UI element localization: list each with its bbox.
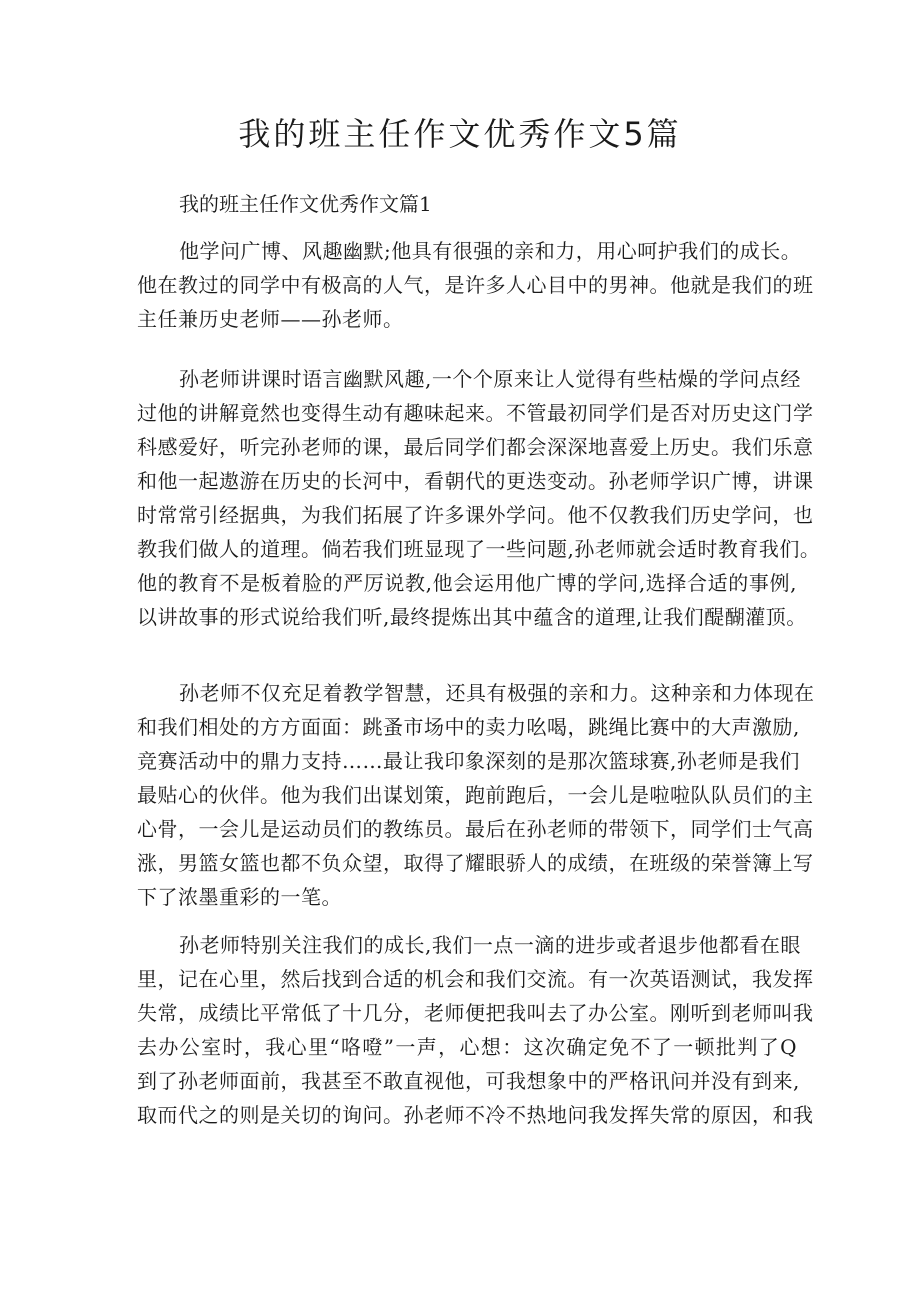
paragraph-line: 过他的讲解竟然也变得生动有趣味起来。不管最初同学们是否对历史这门学 — [137, 401, 814, 425]
paragraph-line: 孙老师讲课时语言幽默风趣,一个个原来让人觉得有些枯燥的学问点经 — [179, 367, 801, 391]
paragraph-line: 主任兼历史老师——孙老师。 — [137, 307, 404, 331]
paragraph-line: 和他一起遨游在历史的长河中，看朝代的更迭变动。孙老师学识广博，讲课 — [137, 469, 814, 493]
paragraph-line: 孙老师特别关注我们的成长,我们一点一滴的进步或者退步他都看在眼 — [179, 933, 801, 957]
paragraph-line: 里，记在心里，然后找到合适的机会和我们交流。有一次英语测试，我发挥 — [137, 967, 814, 991]
paragraph-line: 最贴心的伙伴。他为我们出谋划策，跑前跑后，一会儿是啦啦队队员们的主 — [137, 783, 814, 807]
paragraph-line: 他的教育不是板着脸的严厉说教,他会运用他广博的学问,选择合适的事例, — [137, 571, 797, 595]
paragraph-line: 科感爱好，听完孙老师的课，最后同学们都会深深地喜爱上历史。我们乐意 — [137, 435, 814, 459]
paragraph-line: 失常，成绩比平常低了十几分，老师便把我叫去了办公室。刚听到老师叫我 — [137, 1001, 814, 1025]
paragraph-4 — [137, 928, 814, 1132]
paragraph-line: 孙老师不仅充足着教学智慧，还具有极强的亲和力。这种亲和力体现在 — [179, 681, 815, 705]
paragraph-3 — [137, 676, 815, 914]
essay-heading: 我的班主任作文优秀作文篇1 — [179, 192, 432, 216]
page-title: 我的班主任作文优秀作文5篇 — [238, 115, 682, 153]
paragraph-line: 取而代之的则是关切的询问。孙老师不冷不热地问我发挥失常的原因，和我 — [137, 1103, 814, 1127]
paragraph-line: 和我们相处的方方面面：跳蚤市场中的卖力吆喝，跳绳比赛中的大声激励, — [137, 715, 800, 739]
paragraph-line: 以讲故事的形式说给我们听,最终提炼出其中蕴含的道理,让我们醍醐灌顶。 — [137, 605, 807, 629]
paragraph-line: 教我们做人的道理。倘若我们班显现了一些问题,孙老师就会适时教育我们。 — [137, 537, 821, 561]
paragraph-line: 心骨，一会儿是运动员们的教练员。最后在孙老师的带领下，同学们士气高 — [137, 817, 814, 841]
paragraph-line: 竞赛活动中的鼎力支持……最让我印象深刻的是那次篮球赛,孙老师是我们 — [137, 749, 800, 773]
paragraph-line: 去办公室时，我心里“咯噔”一声，心想：这次确定免不了一顿批判了Q — [137, 1035, 797, 1059]
paragraph-line: 他在教过的同学中有极高的人气，是许多人心目中的男神。他就是我们的班 — [137, 273, 814, 297]
paragraph-line: 时常常引经据典，为我们拓展了许多课外学问。他不仅教我们历史学问，也 — [137, 503, 814, 527]
paragraph-2 — [137, 362, 821, 634]
paragraph-line: 他学问广博、风趣幽默;他具有很强的亲和力，用心呵护我们的成长。 — [179, 239, 802, 263]
paragraph-line: 下了浓墨重彩的一笔。 — [137, 885, 342, 909]
paragraph-1 — [137, 234, 814, 336]
paragraph-line: 涨，男篮女篮也都不负众望，取得了耀眼骄人的成绩，在班级的荣誉簿上写 — [137, 851, 814, 875]
paragraph-line: 到了孙老师面前，我甚至不敢直视他，可我想象中的严格讯问并没有到来, — [137, 1069, 800, 1093]
